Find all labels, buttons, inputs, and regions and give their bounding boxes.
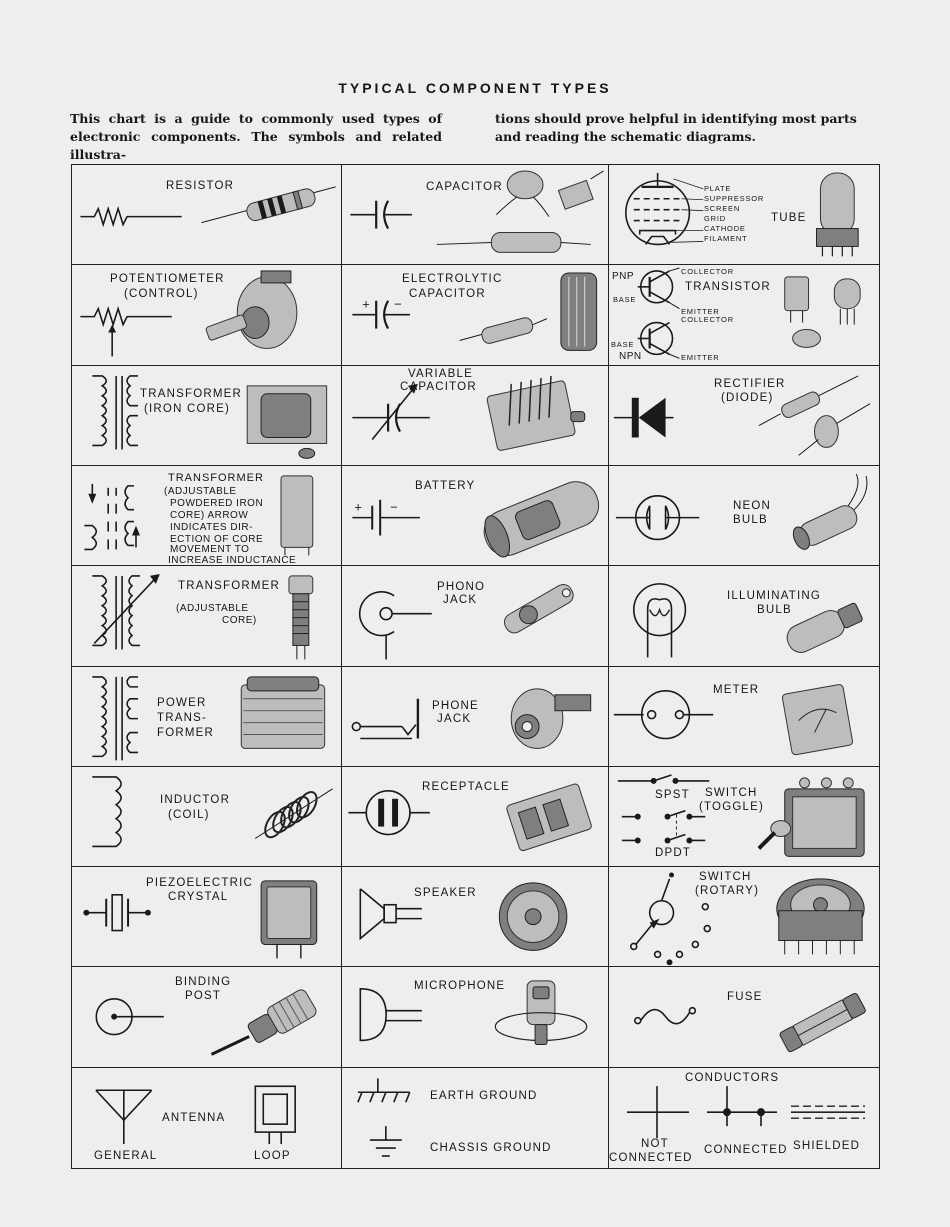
cell-receptacle — [342, 767, 609, 867]
component-chart — [71, 164, 880, 1169]
transformer-iron-label-line1: TRANSFORMER — [140, 387, 243, 400]
variable-cap-label-line1: VARIABLE — [408, 367, 473, 380]
svg-text:+: + — [362, 296, 370, 312]
rectifier-label-line2: (DIODE) — [721, 391, 774, 404]
dpdt-label: DPDT — [655, 846, 692, 859]
potentiometer-label-line2: (CONTROL) — [124, 288, 199, 301]
capacitor-symbol-icon — [342, 165, 608, 264]
transformer-core-label-line2: (ADJUSTABLE — [176, 603, 249, 615]
earth-ground-label: EARTH GROUND — [430, 1089, 538, 1102]
switch-rotary-label-line1: SWITCH — [699, 871, 752, 884]
tube-cathode-label: CATHODE — [704, 224, 746, 233]
cell-neon-bulb — [609, 466, 879, 566]
conductors-label: CONDUCTORS — [685, 1071, 780, 1084]
fuse-symbol-icon — [609, 967, 879, 1066]
antenna-label: ANTENNA — [162, 1111, 226, 1124]
illuminating-label-line2: BULB — [757, 604, 792, 617]
tube-label: TUBE — [771, 212, 807, 224]
cell-capacitor — [342, 165, 609, 265]
binding-post-label-line1: BINDING — [175, 976, 232, 989]
cell-inductor — [72, 767, 342, 867]
transistor-label: TRANSISTOR — [685, 281, 771, 294]
neon-label-line1: NEON — [733, 499, 772, 512]
binding-post-label-line2: POST — [185, 990, 222, 1003]
intro-text-left: This chart is a guide to commonly used types of electronic components. The symbols and related illustra- — [70, 111, 442, 162]
cell-conductors — [609, 1068, 879, 1168]
rectifier-label-line1: RECTIFIER — [714, 377, 786, 390]
collector-label: COLLECTOR — [681, 267, 734, 277]
cell-piezoelectric-crystal — [72, 867, 342, 967]
not-connected-label-line2: CONNECTED — [609, 1151, 693, 1164]
tube-screen-label: SCREEN — [704, 204, 741, 213]
cell-phono-jack — [342, 566, 609, 666]
shielded-label: SHIELDED — [793, 1139, 861, 1152]
transformer-iron-label-line2: (IRON CORE) — [144, 402, 231, 415]
inductor-label-line1: INDUCTOR — [160, 793, 231, 806]
transformer-core-label-line1: TRANSFORMER — [178, 580, 281, 593]
illuminating-bulb-symbol-icon — [609, 566, 879, 665]
switch-toggle-label-line1: SWITCH — [705, 786, 758, 799]
phono-label-line1: PHONO — [437, 581, 486, 594]
cell-meter — [609, 667, 879, 767]
base-label-2: BASE — [611, 340, 635, 350]
cell-microphone — [342, 967, 609, 1067]
connected-label: CONNECTED — [704, 1143, 788, 1156]
meter-label: METER — [713, 683, 760, 696]
pnp-label: PNP — [612, 271, 635, 283]
tube-filament-label: FILAMENT — [704, 234, 748, 243]
not-connected-label-line1: NOT — [641, 1137, 669, 1150]
cell-electrolytic-capacitor — [342, 265, 609, 365]
transistor-symbol-icon — [609, 265, 879, 364]
base-label: BASE — [613, 295, 637, 305]
electrolytic-label-line1: ELECTROLYTIC — [402, 273, 503, 286]
cell-illuminating-bulb — [609, 566, 879, 666]
transformer-adj-label-line3: POWDERED IRON — [170, 497, 264, 509]
svg-text:+: + — [354, 499, 362, 515]
cell-switch-toggle — [609, 767, 879, 867]
transformer-adj-label-line4: CORE) ARROW — [170, 509, 249, 521]
neon-label-line2: BULB — [733, 513, 768, 526]
chassis-ground-label: CHASSIS GROUND — [430, 1141, 552, 1154]
intro-text-right: tions should prove helpful in identifying most parts and reading the schematic diagrams. — [495, 111, 857, 144]
transformer-adj-label-line5: INDICATES DIR- — [170, 521, 253, 533]
transformer-adj-label-line6: ECTION OF CORE — [170, 533, 264, 545]
fuse-label: FUSE — [727, 991, 763, 1004]
switch-toggle-label-line2: (TOGGLE) — [699, 800, 764, 813]
power-transformer-label-line1: POWER — [157, 696, 207, 709]
power-transformer-label-line2: TRANS- — [157, 711, 208, 724]
cell-variable-capacitor — [342, 366, 609, 466]
cell-switch-rotary — [609, 867, 879, 967]
cell-speaker — [342, 867, 609, 967]
cell-phone-jack — [342, 667, 609, 767]
cell-transformer-iron-core — [72, 366, 342, 466]
transformer-adj-label-line8: INCREASE INDUCTANCE — [168, 554, 297, 566]
potentiometer-label-line1: POTENTIOMETER — [110, 273, 225, 286]
svg-text:−: − — [394, 296, 402, 312]
meter-symbol-icon — [609, 667, 879, 766]
transformer-adj-label-line7: MOVEMENT TO — [170, 543, 250, 555]
cell-transformer-adjustable-core — [72, 566, 342, 666]
spst-label: SPST — [655, 788, 690, 801]
transformer-core-label-line3: CORE) — [222, 615, 257, 627]
speaker-label: SPEAKER — [414, 887, 477, 900]
phone-jack-symbol-icon — [342, 667, 608, 766]
emitter-label: EMITTER — [681, 307, 720, 317]
phone-jack-label-line2: JACK — [437, 712, 472, 725]
antenna-loop-label: LOOP — [254, 1149, 291, 1162]
transformer-adj-label-line2: (ADJUSTABLE — [164, 485, 237, 497]
svg-text:−: − — [390, 499, 398, 515]
tube-suppressor-label: SUPPRESSOR — [704, 194, 765, 203]
cell-antenna — [72, 1068, 342, 1168]
collector-label-2: COLLECTOR — [681, 315, 734, 325]
npn-label: NPN — [619, 351, 642, 363]
receptacle-label: RECEPTACLE — [422, 780, 510, 793]
emitter-label-2: EMITTER — [681, 353, 720, 363]
phone-jack-label-line1: PHONE — [432, 699, 479, 712]
microphone-label: MICROPHONE — [414, 980, 506, 993]
capacitor-label: CAPACITOR — [426, 181, 503, 193]
cell-fuse — [609, 967, 879, 1067]
switch-rotary-label-line2: (ROTARY) — [695, 885, 760, 898]
speaker-symbol-icon — [342, 867, 608, 966]
illuminating-label-line1: ILLUMINATING — [727, 590, 822, 603]
piezo-label-line2: CRYSTAL — [168, 891, 229, 904]
cell-transformer-adjustable-powdered — [72, 466, 342, 566]
cell-potentiometer — [72, 265, 342, 365]
cell-transistor — [609, 265, 879, 365]
power-transformer-label-line3: FORMER — [157, 726, 215, 739]
page-title: TYPICAL COMPONENT TYPES — [338, 80, 612, 96]
electrolytic-label-line2: CAPACITOR — [409, 288, 486, 301]
variable-cap-label-line2: CAPACITOR — [400, 380, 477, 393]
tube-symbol-icon — [609, 165, 879, 264]
battery-label: BATTERY — [415, 479, 476, 492]
cell-binding-post — [72, 967, 342, 1067]
piezo-label-line1: PIEZOELECTRIC — [146, 877, 253, 890]
cell-power-transformer — [72, 667, 342, 767]
cell-battery — [342, 466, 609, 566]
cell-rectifier — [609, 366, 879, 466]
switch-toggle-symbol-icon — [609, 767, 879, 866]
resistor-label: RESISTOR — [166, 180, 235, 192]
cell-tube — [609, 165, 879, 265]
cell-resistor — [72, 165, 342, 265]
cell-ground — [342, 1068, 609, 1168]
phono-label-line2: JACK — [443, 594, 478, 607]
tube-plate-label: PLATE — [704, 184, 732, 193]
tube-grid-label: GRID — [704, 214, 726, 223]
inductor-label-line2: (COIL) — [168, 808, 210, 821]
antenna-general-label: GENERAL — [94, 1149, 158, 1162]
transformer-adj-label-line1: TRANSFORMER — [168, 471, 264, 484]
